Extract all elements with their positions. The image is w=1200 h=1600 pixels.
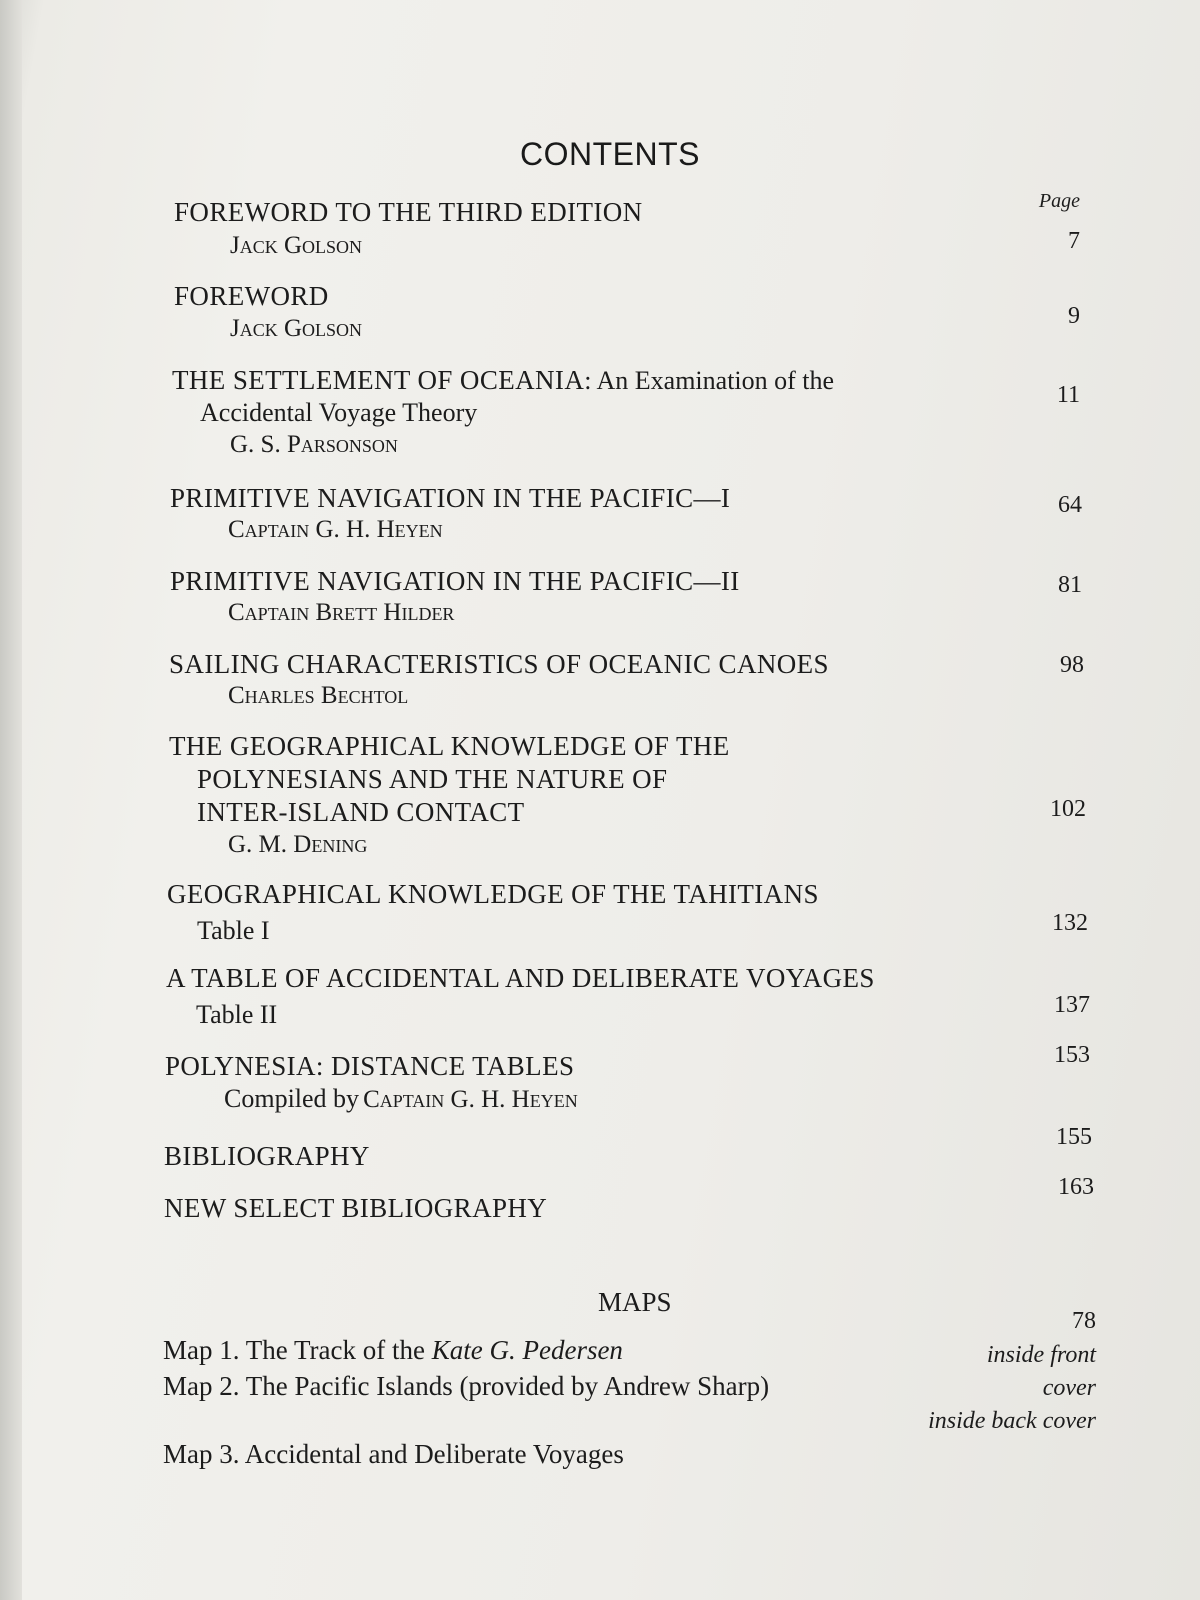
entry-title: PRIMITIVE NAVIGATION IN THE PACIFIC—I	[170, 483, 731, 513]
entry-subtitle: Compiled by	[224, 1084, 360, 1113]
map-title: Accidental and Deliberate Voyages	[244, 1439, 624, 1469]
map-item[interactable]	[163, 1370, 769, 1402]
entry-title: SAILING CHARACTERISTICS OF OCEANIC CANOES	[169, 649, 829, 679]
entry-author: Captain Brett Hilder	[228, 599, 455, 626]
entry-page: 137	[1054, 992, 1090, 1018]
entry-title-line3: INTER-ISLAND CONTACT	[197, 797, 525, 827]
map-label: Map 3.	[163, 1439, 240, 1469]
map-page-line1: inside front	[986, 1342, 1096, 1368]
entry-author: Captain G. H. Heyen	[228, 516, 443, 543]
entry-title: FOREWORD TO THE THIRD EDITION	[174, 197, 643, 227]
entry-page: 9	[1068, 303, 1080, 329]
contents-heading: CONTENTS	[520, 136, 700, 172]
entry-author: G. M. Dening	[228, 831, 368, 858]
map-item[interactable]	[163, 1438, 624, 1470]
map-page-line2: cover	[1042, 1375, 1096, 1401]
entry-title: GEOGRAPHICAL KNOWLEDGE OF THE TAHITIANS	[167, 879, 819, 909]
entry-author: Charles Bechtol	[228, 682, 409, 709]
entry-author: Jack Golson	[230, 315, 363, 342]
entry-subtitle: Table II	[196, 1000, 278, 1029]
map-title: The Pacific Islands (provided by Andrew Sharp)	[245, 1371, 770, 1401]
entry-title: NEW SELECT BIBLIOGRAPHY	[164, 1193, 548, 1223]
map-label: Map 2.	[163, 1371, 240, 1401]
entry-title: BIBLIOGRAPHY	[164, 1141, 370, 1171]
entry-title: PRIMITIVE NAVIGATION IN THE PACIFIC—II	[170, 566, 740, 596]
entry-title: A TABLE OF ACCIDENTAL AND DELIBERATE VOYAGES	[166, 963, 875, 993]
entry-page: 7	[1068, 228, 1080, 254]
map-page: inside back cover	[928, 1408, 1096, 1434]
map-item[interactable]	[163, 1334, 623, 1366]
entry-page: 155	[1056, 1124, 1092, 1150]
entry-author: Captain G. H. Heyen	[363, 1086, 578, 1113]
entry-title-rest: : An Examination of the	[584, 366, 835, 395]
entry-title: FOREWORD	[174, 281, 329, 311]
entry-page: 64	[1058, 492, 1082, 518]
entry-author: Jack Golson	[230, 232, 363, 259]
entry-page: 163	[1058, 1174, 1094, 1200]
page-column-label: Page	[1038, 190, 1080, 212]
entry-author: G. S. Parsonson	[230, 431, 398, 458]
entry-title-line2: POLYNESIANS AND THE NATURE OF	[197, 764, 668, 794]
entry-page: 102	[1050, 796, 1086, 822]
entry-page: 11	[1056, 382, 1080, 408]
entry-title-line2: Accidental Voyage Theory	[200, 398, 478, 427]
entry-title: THE GEOGRAPHICAL KNOWLEDGE OF THE	[169, 731, 730, 761]
maps-heading: MAPS	[598, 1287, 672, 1317]
page-edge	[0, 0, 22, 1600]
entry-page: 98	[1060, 652, 1084, 678]
map-title: The Track of the	[245, 1335, 425, 1365]
entry-page: 81	[1058, 572, 1082, 598]
entry-page: 153	[1054, 1042, 1090, 1068]
entry-title: POLYNESIA: DISTANCE TABLES	[165, 1051, 575, 1081]
map-label: Map 1.	[163, 1335, 240, 1365]
entry-title: THE SETTLEMENT OF OCEANIA	[172, 365, 585, 395]
entry-subtitle: Table I	[197, 916, 270, 945]
map-title-italic: Kate G. Pedersen	[431, 1335, 623, 1365]
map-page: 78	[1072, 1308, 1096, 1334]
entry-page: 132	[1052, 910, 1088, 936]
